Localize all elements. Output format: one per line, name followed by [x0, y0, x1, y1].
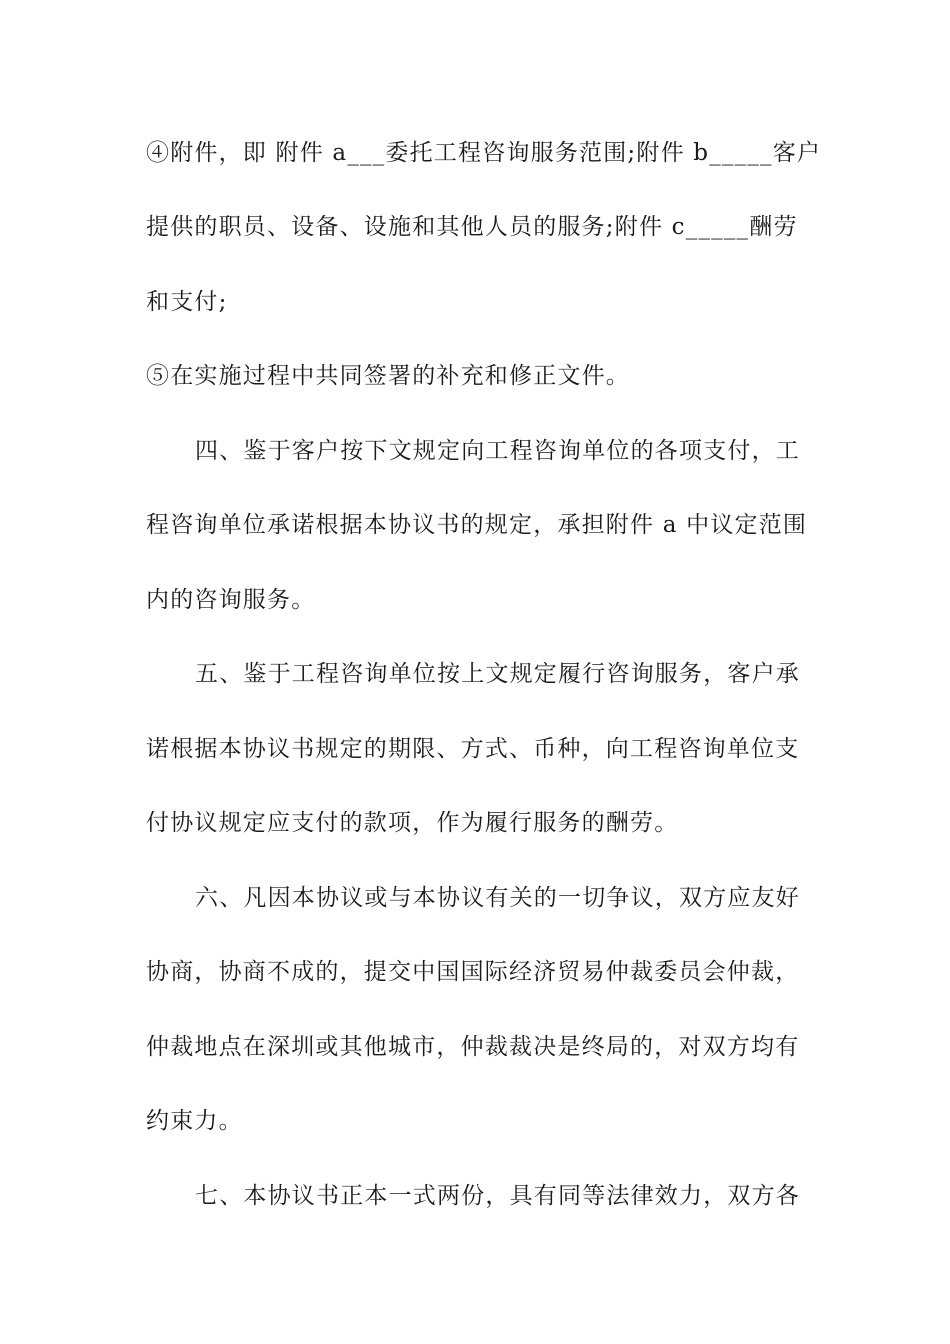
text-line: 和支付;: [146, 289, 228, 315]
text-line: 付协议规定应支付的款项，作为履行服务的酬劳。: [146, 810, 679, 836]
paragraph-7-first-line: 七、本协议书正本一式两份，具有同等法律效力，双方各: [195, 1183, 800, 1209]
text-line: 诺根据本协议书规定的期限、方式、币种，向工程咨询单位支: [146, 736, 800, 762]
paragraph-6-first-line: 六、凡因本协议或与本协议有关的一切争议，双方应友好: [195, 885, 800, 911]
paragraph-5-first-line: 五、鉴于工程咨询单位按上文规定履行咨询服务，客户承: [195, 661, 800, 687]
text-line: ④附件，即 附件 a___委托工程咨询服务范围;附件 b_____客户: [146, 140, 822, 166]
text-line: 仲裁地点在深圳或其他城市，仲裁裁决是终局的，对双方均有: [146, 1034, 800, 1060]
paragraph-4-first-line: 四、鉴于客户按下文规定向工程咨询单位的各项支付，工: [195, 438, 800, 464]
text-line: ⑤在实施过程中共同签署的补充和修正文件。: [146, 363, 630, 389]
text-line: 提供的职员、设备、设施和其他人员的服务;附件 c_____酬劳: [146, 214, 798, 240]
text-line: 内的咨询服务。: [146, 587, 316, 613]
text-line: 约束力。: [146, 1108, 243, 1134]
text-line: 程咨询单位承诺根据本协议书的规定，承担附件 a 中议定范围: [146, 512, 808, 538]
text-line: 协商，协商不成的，提交中国国际经济贸易仲裁委员会仲裁，: [146, 959, 800, 985]
